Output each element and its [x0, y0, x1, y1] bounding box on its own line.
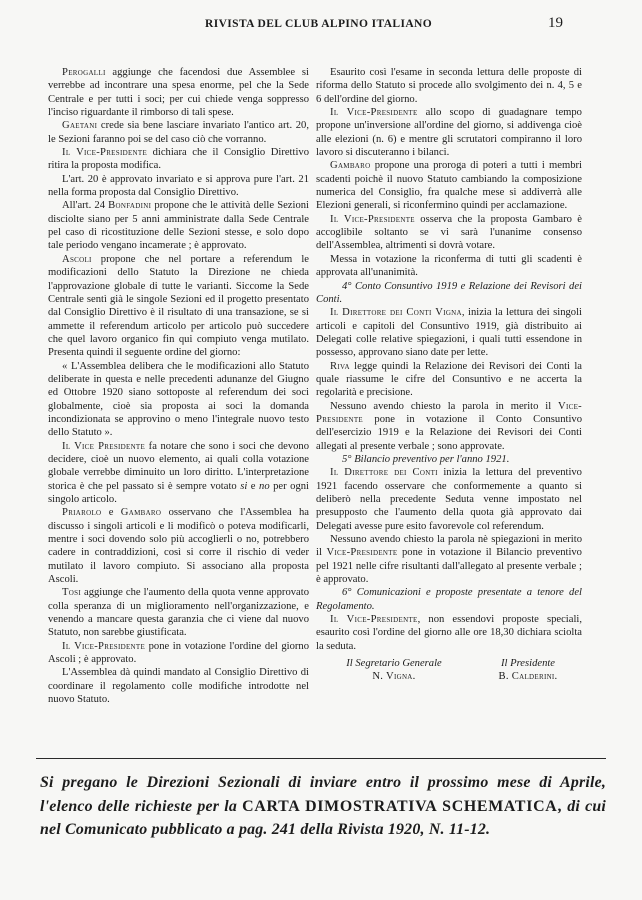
paragraph-text: All'art. 24	[62, 200, 109, 212]
signature-title: Il Presidente	[500, 658, 556, 670]
paragraph: L'Assemblea dà quindi mandato al Consiglio Direttivo di coordinare il regolamento colle modifiche introdotte nel nuovo Statuto.	[48, 667, 309, 706]
page-number: 19	[548, 15, 563, 31]
paragraph-text: legge quindi la Relazione dei Revisori dei Conti la quale riassume le cifre del Consuntivo e ne accerta la regolarità e precisione.	[316, 360, 582, 399]
section-number: 6°	[342, 587, 357, 599]
paragraph-text: crede sia bene lasciare invariato l'antico art. 20, le Sezioni faranno poi se del caso ciò che vorranno.	[48, 120, 309, 145]
paragraph-text: propone che le attività delle Sezioni disciolte siano per 5 anni amministrate dalla Sede Centrale pel caso di ricostituzione delle Sezioni stesse, e solo dopo tale periodo vengano incamerate ; è approvato.	[48, 200, 309, 252]
speaker-name: Gaetani	[62, 120, 98, 132]
section-number: 4°	[342, 280, 355, 292]
paragraph: L'art. 20 è approvato invariato e si approva pure l'art. 21 nella forma proposta dal Consiglio Direttivo.	[48, 173, 309, 199]
paragraph	[48, 586, 309, 639]
speaker-name: Il Vice-Presidente	[330, 213, 415, 225]
paragraph-text: dichiara che il Consiglio Direttivo ritira la proposta modifica.	[48, 147, 309, 172]
paragraph	[316, 213, 582, 253]
resolution-quote: « L'Assemblea delibera che le modificazioni allo Statuto deliberate in questa e nelle precedenti adunanze del Giugno ed Ottobre 1920 siano sottoposte al referendum dei soci globalmente, cioè sia proposta ai soci la domanda incondizionata se approvino o meno l'integrale nuovo testo dello Statuto ».	[48, 360, 309, 439]
notice-text: Si pregano le Direzioni Sezionali di inviare entro il prossimo mese di Aprile, l'elenco delle richieste per la	[40, 774, 606, 815]
section-title: Conto Consuntivo 1919 e Relazione dei Revisori dei Conti.	[316, 280, 582, 305]
section-number: 5°	[342, 453, 355, 465]
paragraph-text: osservano che l'Assemblea ha discusso i singoli articoli e li modificò o poteva modificarli, mentre i soci dovendo solo più accoglierli o no, potrebbero cadere in contraddizioni, così si corre il rischio di veder mutilato il lavoro compiuto. Si associano alla proposta Ascoli.	[48, 507, 309, 586]
emphasis-no: no	[259, 480, 270, 492]
paragraph-text: per ogni singolo articolo.	[48, 480, 309, 505]
paragraph-text: pone in votazione il Bilancio preventivo pel 1921 nelle cifre risultanti dall'allegato al presente verbale ; è approvato.	[316, 547, 582, 586]
paragraph	[316, 360, 582, 400]
paragraph	[316, 106, 582, 159]
paragraph	[48, 253, 309, 360]
paragraph	[316, 400, 582, 453]
paragraph-text: aggiunge che l'aumento della quota venne approvato colla speranza di un miglioramento nell'organizzazione, e venendo a mancare questa garanzia che ci viene dal nuovo Statuto, non sarebbe giustificata.	[48, 587, 309, 639]
paragraph	[316, 613, 582, 653]
paragraph: Esaurito così l'esame in seconda lettura delle proposte di riforma dello Statuto si procede allo svolgimento dei n. 4, 5 e 6 dell'ordine del giorno.	[316, 67, 582, 105]
section-title: Comunicazioni e proposte presentate a tenore del Regolamento.	[316, 587, 582, 612]
paragraph-text: fa notare che sono i soci che devono decidere, cioè un nuovo elemento, ai quali colla votazione globale verrebbe diminuito un loro diritto. L'interpretazione storica è che pel passato si è sempre votato	[48, 440, 310, 492]
section-title: Bilancio preventivo per l'anno 1921.	[354, 453, 510, 465]
paragraph-text: allo scopo di guadagnare tempo propone un'inversione all'ordine del giorno, si addivenga cioè alle elezioni (n. 6) e mentre gli scrutatori compiranno il loro lavoro si discuteranno i bilanci.	[316, 107, 582, 159]
notice-emphasis: CARTA DIMOSTRATIVA SCHEMATICA,	[242, 797, 563, 815]
paragraph-text: e	[247, 480, 260, 492]
section-heading-6	[316, 586, 582, 613]
paragraph	[48, 199, 309, 252]
section-heading-4	[316, 280, 582, 307]
notice-text: di cui nel Comunicato pubblicato a pag. 241 della Rivista 1920, N. 11-12.	[40, 797, 607, 838]
signature-name: N. Vigna.	[372, 671, 416, 683]
paragraph: Messa in votazione la riconferma di tutti gli scadenti è approvata all'unanimità.	[316, 253, 582, 279]
right-column	[316, 66, 582, 687]
paragraph-text: , non essendovi proposte speciali, esaurito così l'ordine del giorno alle ore 18,30 dichiara sciolta la seduta.	[316, 614, 582, 652]
speaker-name: Il Vice-Presidente	[330, 614, 418, 626]
signature-president	[466, 657, 590, 684]
paragraph-text: e	[101, 507, 121, 519]
signature-secretary	[332, 657, 456, 684]
speaker-name: Perogalli	[62, 67, 106, 78]
page-header	[0, 15, 642, 38]
paragraph	[316, 466, 582, 533]
speaker-name: Il Vice-Presidente	[62, 147, 148, 159]
speaker-name: Priarolo	[62, 507, 102, 519]
paragraph-text: aggiunge che facendosi due Assemblee si verrebbe ad incontrare una spesa enorme, pel che la Sede Centrale e per tutti i soci; per cui chiede venga soppresso l'inciso riguardante il rimborso di tali spese.	[48, 67, 309, 119]
speaker-name: Il Vice-Presidente	[330, 107, 418, 119]
speaker-name: Gambaro	[120, 507, 162, 519]
speaker-name: Il Direttore dei Conti	[330, 467, 438, 479]
paragraph	[316, 533, 582, 586]
paragraph	[316, 159, 582, 212]
paragraph-text: osserva che la proposta Gambaro è accoglibile soltanto se vi sarà l'unanime consenso dell'Assemblea, altrimenti si dovrà votare.	[316, 213, 582, 252]
left-column	[48, 66, 309, 707]
emphasis-si: si	[240, 480, 248, 492]
signature-name: B. Calderini.	[498, 671, 558, 683]
running-head: RIVISTA DEL CLUB ALPINO ITALIANO	[205, 18, 433, 30]
speaker-name: Riva	[330, 360, 350, 372]
section-heading-5	[316, 453, 582, 466]
paragraph	[48, 440, 309, 507]
paragraph-text: , inizia la lettura dei singoli articoli e capitoli del Consuntivo 1919, già distribuito ai Delegati colle relative spiegazioni, i quali tutti essendone in possesso, approvano siano date per lette.	[316, 307, 582, 359]
paragraph-text: Nessuno avendo chiesto la parola nè spiegazioni in merito il	[316, 534, 582, 559]
speaker-name: Ascoli	[62, 253, 92, 265]
signatures	[316, 657, 582, 687]
divider-rule	[36, 758, 606, 759]
paragraph	[48, 119, 309, 146]
signature-title: Il Segretario Generale	[346, 658, 442, 670]
speaker-name: Vice-Presidente	[326, 547, 398, 559]
speaker-name: Gambaro	[330, 160, 371, 172]
paragraph	[48, 640, 309, 667]
paragraph-text: inizia la lettura del preventivo 1921 facendo osservare che conformemente a quanto si deliberò nella precedente Seduta venne impostato nel presupposto che l'aumento della quota già approvato dai Delegati avesse pure esito favorevole col referendum.	[316, 467, 582, 532]
notice-box	[40, 771, 606, 842]
paragraph-text: propone che nel portare a referendum le modificazioni dello Statuto la Direzione ne chieda l'approvazione globale di tutte le varianti. Siccome la Sede Centrale sentì già le singole Sezioni ed il progetto presentato dal Consiglio Direttivo è il risultato di una transazione, se si ammette il referendum articolo per articolo può succedere che quel lavoro organico fin qui compiuto venga mutilato. Presenta quindi il seguente ordine del giorno:	[48, 253, 309, 359]
speaker-name: Tosi	[62, 587, 81, 599]
paragraph-text: pone in votazione il Conto Consuntivo dell'esercizio 1919 e la Relazione dei Revisori dei Conti allegati al presente verbale ; sono approvate.	[316, 413, 582, 452]
speaker-name: Il Vice-Presidente	[62, 640, 146, 652]
paragraph-text: pone in votazione l'ordine del giorno Ascoli ; è approvato.	[48, 640, 309, 666]
paragraph	[48, 146, 309, 173]
speaker-name: Vice-Presidente	[316, 400, 582, 425]
speaker-name: Il Direttore dei Conti Vigna	[330, 307, 462, 319]
paragraph	[316, 306, 582, 359]
paragraph-text: Nessuno avendo chiesto la parola in merito il	[330, 400, 559, 412]
paragraph	[48, 66, 309, 119]
paragraph	[48, 506, 309, 586]
speaker-name: Il Vice Presidente	[62, 440, 146, 452]
speaker-name: Bonfadini	[108, 200, 152, 212]
paragraph-text: propone una proroga di poteri a tutti i membri scadenti poichè il nuovo Statuto cambiando la composizione numerica del Consiglio, fra qualche mese si addiverrà alle Elezioni generali, si riconfermino quindi per acclamazione.	[316, 160, 582, 212]
